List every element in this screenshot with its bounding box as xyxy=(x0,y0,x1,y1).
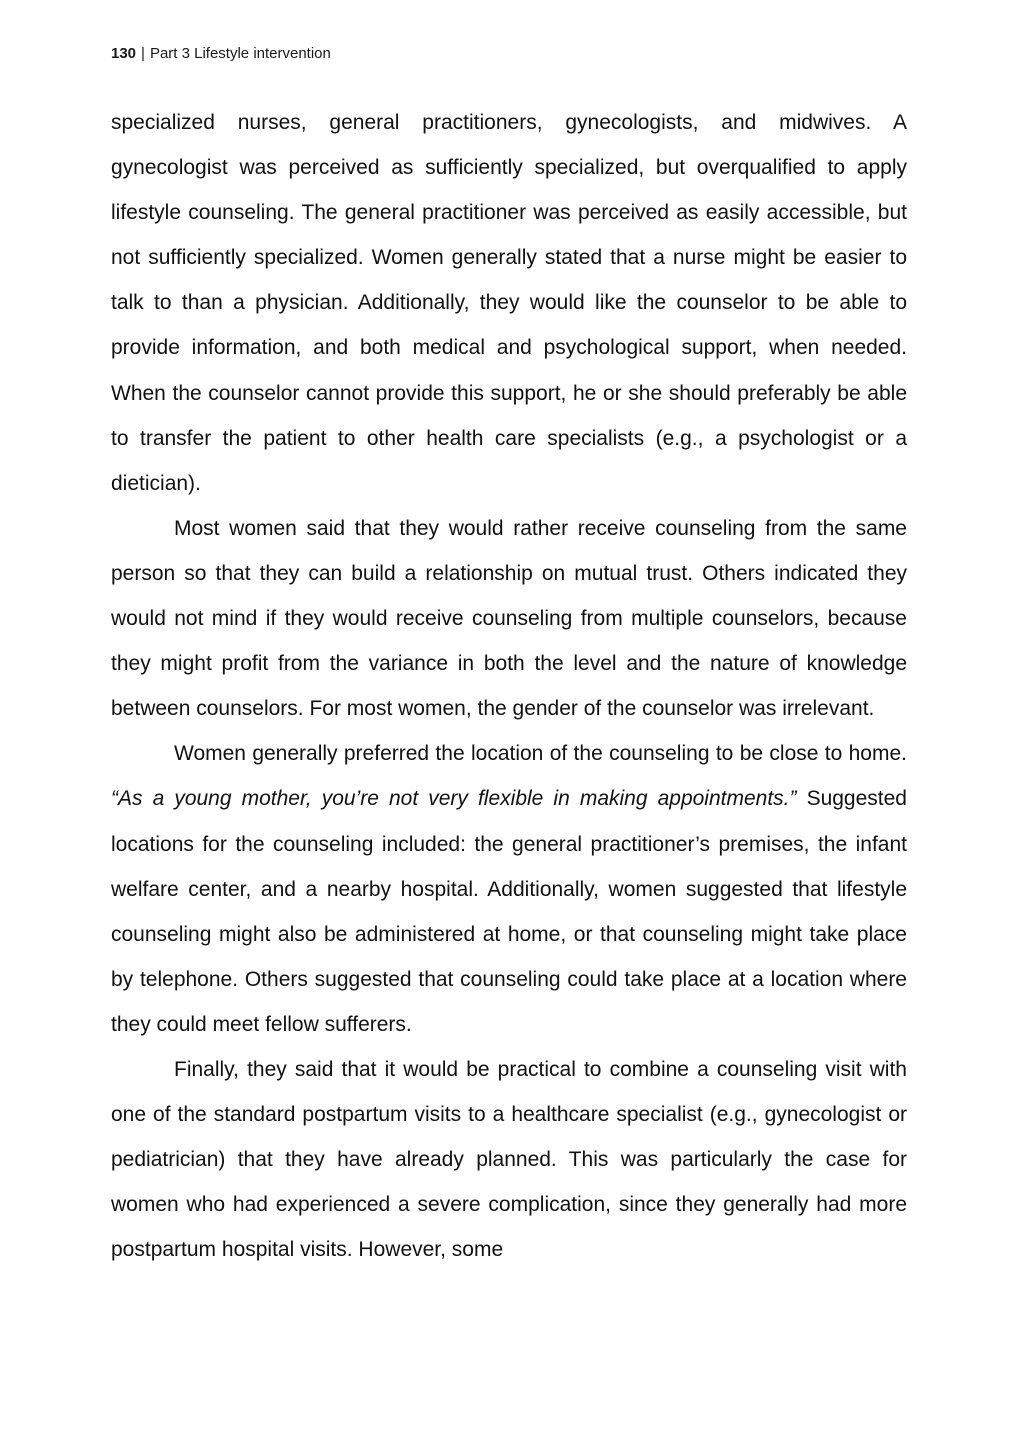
header-separator: | xyxy=(141,45,145,62)
page-number: 130 xyxy=(111,45,137,62)
running-header xyxy=(111,44,331,64)
body-text xyxy=(111,100,907,1272)
location-text-after-quote: Suggested locations for the counseling included: the general practitioner’s premises, the infant welfare center, and a nearby hospital. Additionally, women suggested that lifestyle counseling might also be administered at home, or that counseling might take place by telephone. Others suggested that counseling could take place at a location where they could meet fellow sufferers. xyxy=(111,787,907,1036)
paragraph-same-person: Most women said that they would rather receive counseling from the same person so that they can build a relationship on mutual trust. Others indicated they would not mind if they would receive counseling from multiple counselors, because they might profit from the variance in both the level and the nature of knowledge between counselors. For most women, the gender of the counselor was irrelevant. xyxy=(111,516,907,721)
paragraph-counselor-types: specialized nurses, general practitioners, gynecologists, and midwives. A gynecologist was perceived as sufficiently specialized, but overqualified to apply lifestyle counseling. The general practitioner was perceived as easily accessible, but not sufficiently specialized. Women generally stated that a nurse might be easier to talk to than a physician. Additionally, they would like the counselor to be able to provide information, and both medical and psychological support, when needed. When the counselor cannot provide this support, he or she should preferably be able to transfer the patient to other health care specialists (e.g., a psychologist or a dietician). xyxy=(111,111,907,495)
paragraph-location xyxy=(111,731,907,1047)
section-title: Part 3 Lifestyle intervention xyxy=(149,45,331,62)
location-text-before-quote: Women generally preferred the location of the counseling to be close to home. xyxy=(174,742,907,766)
paragraph-combined-visits: Finally, they said that it would be practical to combine a counseling visit with one of the standard postpartum visits to a healthcare specialist (e.g., gynecologist or pediatrician) that they have already planned. This was particularly the case for women who had experienced a severe complication, since they generally had more postpartum hospital visits. However, some xyxy=(111,1057,907,1262)
participant-quote: “As a young mother, you’re not very flexible in making appointments.” xyxy=(111,787,797,811)
